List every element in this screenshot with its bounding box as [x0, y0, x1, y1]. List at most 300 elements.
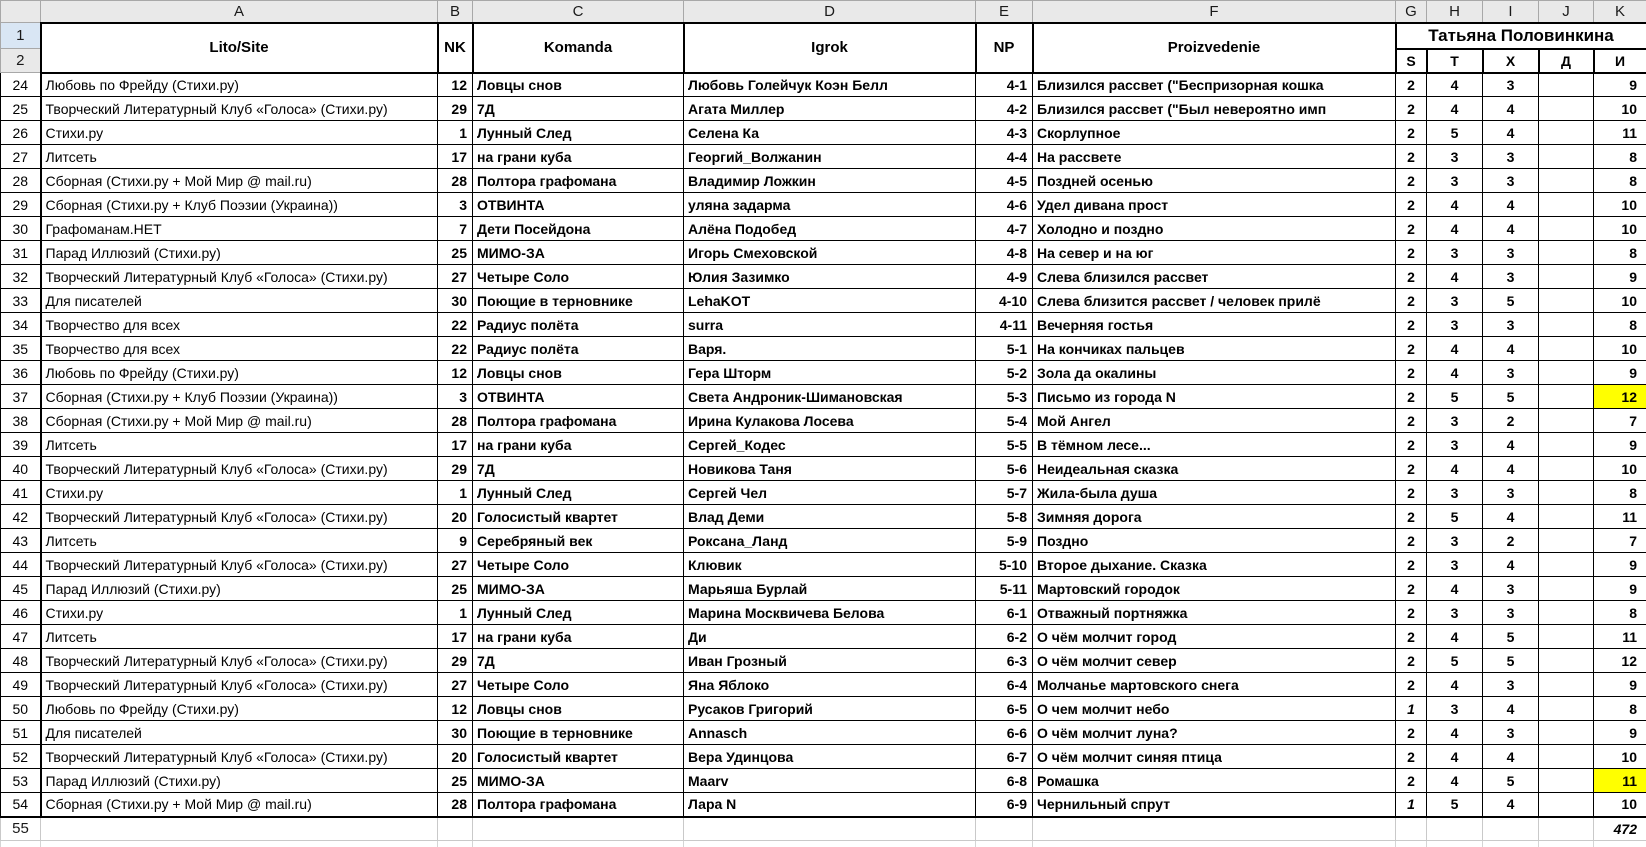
cell-lito-site[interactable]: Графоманам.НЕТ — [41, 217, 438, 241]
row-number[interactable]: 37 — [1, 385, 41, 409]
cell-score-s[interactable]: 2 — [1396, 121, 1427, 145]
cell-lito-site[interactable]: Творческий Литературный Клуб «Голоса» (Стихи.ру) — [41, 457, 438, 481]
cell-nk[interactable]: 20 — [438, 745, 473, 769]
cell-nk[interactable]: 3 — [438, 193, 473, 217]
cell-proizvedenie[interactable]: Поздней осенью — [1033, 169, 1396, 193]
cell-komanda[interactable]: Голосистый квартет — [473, 505, 684, 529]
cell-igrok[interactable]: Вера Удинцова — [684, 745, 976, 769]
cell-komanda[interactable]: 7Д — [473, 649, 684, 673]
cell-score-i[interactable]: 11 — [1594, 505, 1646, 529]
cell-score-s[interactable]: 2 — [1396, 265, 1427, 289]
cell-score-d[interactable] — [1539, 433, 1594, 457]
cell-komanda[interactable]: на грани куба — [473, 433, 684, 457]
cell-score-i[interactable]: 9 — [1594, 673, 1646, 697]
cell-np[interactable]: 4-3 — [976, 121, 1033, 145]
row-number[interactable]: 40 — [1, 457, 41, 481]
cell-proizvedenie[interactable]: Слева близится рассвет / человек прилё — [1033, 289, 1396, 313]
cell-score-d[interactable] — [1539, 241, 1594, 265]
cell-score-x[interactable]: 3 — [1483, 241, 1539, 265]
cell-score-i[interactable]: 7 — [1594, 409, 1646, 433]
cell-np[interactable]: 4-9 — [976, 265, 1033, 289]
cell-score-x[interactable]: 3 — [1483, 481, 1539, 505]
cell-score-d[interactable] — [1539, 745, 1594, 769]
cell-score-i[interactable]: 11 — [1594, 121, 1646, 145]
row-number[interactable]: 43 — [1, 529, 41, 553]
cell-nk[interactable]: 17 — [438, 145, 473, 169]
cell-np[interactable]: 4-5 — [976, 169, 1033, 193]
cell-score-d[interactable] — [1539, 361, 1594, 385]
cell-lito-site[interactable]: Творчество для всех — [41, 337, 438, 361]
cell-komanda[interactable]: Дети Посейдона — [473, 217, 684, 241]
cell-np[interactable]: 5-10 — [976, 553, 1033, 577]
row-number[interactable]: 46 — [1, 601, 41, 625]
cell-lito-site[interactable]: Стихи.ру — [41, 601, 438, 625]
cell-proizvedenie[interactable]: На север и на юг — [1033, 241, 1396, 265]
cell-score-s[interactable]: 2 — [1396, 73, 1427, 97]
cell-score-d[interactable] — [1539, 697, 1594, 721]
cell-score-s[interactable]: 2 — [1396, 145, 1427, 169]
cell-np[interactable]: 5-5 — [976, 433, 1033, 457]
cell-score-d[interactable] — [1539, 409, 1594, 433]
cell-proizvedenie[interactable]: Вечерняя гостья — [1033, 313, 1396, 337]
cell-nk[interactable]: 25 — [438, 577, 473, 601]
cell-lito-site[interactable]: Любовь по Фрейду (Стихи.ру) — [41, 697, 438, 721]
cell-komanda[interactable]: Радиус полёта — [473, 337, 684, 361]
cell-nk[interactable]: 28 — [438, 793, 473, 817]
cell-score-i[interactable]: 9 — [1594, 433, 1646, 457]
cell-score-i[interactable]: 10 — [1594, 457, 1646, 481]
cell-score-x[interactable]: 4 — [1483, 121, 1539, 145]
row-number[interactable]: 44 — [1, 553, 41, 577]
cell-score-d[interactable] — [1539, 553, 1594, 577]
cell-score-d[interactable] — [1539, 625, 1594, 649]
cell-lito-site[interactable]: Сборная (Стихи.ру + Клуб Поэзии (Украина)) — [41, 385, 438, 409]
cell-score-d[interactable] — [1539, 793, 1594, 817]
header-proizvedenie[interactable]: Proizvedenie — [1033, 23, 1396, 73]
column-header-e[interactable]: E — [976, 1, 1033, 23]
row-number[interactable]: 33 — [1, 289, 41, 313]
cell-nk[interactable]: 22 — [438, 313, 473, 337]
cell-igrok[interactable]: Роксана_Ланд — [684, 529, 976, 553]
cell-nk[interactable]: 29 — [438, 97, 473, 121]
cell-score-x[interactable]: 4 — [1483, 505, 1539, 529]
cell-empty[interactable] — [1539, 817, 1594, 841]
cell-score-x[interactable]: 4 — [1483, 697, 1539, 721]
cell-lito-site[interactable]: Стихи.ру — [41, 481, 438, 505]
cell-score-s[interactable]: 2 — [1396, 577, 1427, 601]
cell-lito-site[interactable]: Парад Иллюзий (Стихи.ру) — [41, 241, 438, 265]
cell-igrok[interactable]: Клювик — [684, 553, 976, 577]
cell-score-s[interactable]: 2 — [1396, 553, 1427, 577]
row-number[interactable]: 28 — [1, 169, 41, 193]
cell-empty[interactable] — [473, 817, 684, 841]
cell-score-d[interactable] — [1539, 289, 1594, 313]
row-number[interactable]: 24 — [1, 73, 41, 97]
cell-score-s[interactable]: 2 — [1396, 169, 1427, 193]
cell-komanda[interactable]: на грани куба — [473, 625, 684, 649]
cell-score-t[interactable]: 5 — [1427, 649, 1483, 673]
cell-igrok[interactable]: Лара N — [684, 793, 976, 817]
cell-score-t[interactable]: 5 — [1427, 793, 1483, 817]
cell-empty[interactable] — [438, 817, 473, 841]
column-header-h[interactable]: H — [1427, 1, 1483, 23]
cell-igrok[interactable]: surra — [684, 313, 976, 337]
cell-komanda[interactable]: Ловцы снов — [473, 697, 684, 721]
cell-igrok[interactable]: Агата Миллер — [684, 97, 976, 121]
cell-igrok[interactable]: Влад Деми — [684, 505, 976, 529]
cell-score-i[interactable]: 12 — [1594, 649, 1646, 673]
cell-score-s[interactable]: 2 — [1396, 385, 1427, 409]
cell-nk[interactable]: 17 — [438, 433, 473, 457]
cell-proizvedenie[interactable]: Чернильный спрут — [1033, 793, 1396, 817]
cell-nk[interactable]: 22 — [438, 337, 473, 361]
cell-score-t[interactable]: 4 — [1427, 721, 1483, 745]
cell-score-t[interactable]: 4 — [1427, 625, 1483, 649]
cell-score-d[interactable] — [1539, 337, 1594, 361]
cell-np[interactable]: 5-3 — [976, 385, 1033, 409]
cell-komanda[interactable]: Голосистый квартет — [473, 745, 684, 769]
cell-np[interactable]: 4-2 — [976, 97, 1033, 121]
cell-score-s[interactable]: 2 — [1396, 409, 1427, 433]
select-all-corner[interactable] — [1, 1, 41, 23]
cell-score-i[interactable]: 8 — [1594, 241, 1646, 265]
cell-komanda[interactable]: Полтора графомана — [473, 409, 684, 433]
column-header-b[interactable]: B — [438, 1, 473, 23]
cell-komanda[interactable]: Четыре Соло — [473, 553, 684, 577]
cell-np[interactable]: 6-3 — [976, 649, 1033, 673]
cell-lito-site[interactable]: Для писателей — [41, 289, 438, 313]
header-lito-site[interactable]: Lito/Site — [41, 23, 438, 73]
row-number[interactable]: 47 — [1, 625, 41, 649]
cell-score-s[interactable]: 2 — [1396, 601, 1427, 625]
cell-score-t[interactable]: 4 — [1427, 457, 1483, 481]
column-header-g[interactable]: G — [1396, 1, 1427, 23]
cell-score-i[interactable]: 11 — [1594, 625, 1646, 649]
cell-score-d[interactable] — [1539, 673, 1594, 697]
cell-score-d[interactable] — [1539, 145, 1594, 169]
cell-nk[interactable]: 17 — [438, 625, 473, 649]
column-header-k[interactable]: K — [1594, 1, 1646, 23]
cell-score-x[interactable]: 3 — [1483, 601, 1539, 625]
cell-score-x[interactable]: 3 — [1483, 265, 1539, 289]
row-number[interactable]: 50 — [1, 697, 41, 721]
cell-score-i[interactable]: 8 — [1594, 601, 1646, 625]
row-header-2[interactable]: 2 — [1, 49, 41, 73]
cell-nk[interactable]: 27 — [438, 553, 473, 577]
cell-np[interactable]: 4-10 — [976, 289, 1033, 313]
cell-nk[interactable]: 20 — [438, 505, 473, 529]
cell-np[interactable]: 6-5 — [976, 697, 1033, 721]
column-header-j[interactable]: J — [1539, 1, 1594, 23]
header-nk[interactable]: NK — [438, 23, 473, 73]
cell-empty[interactable] — [976, 817, 1033, 841]
row-number[interactable]: 52 — [1, 745, 41, 769]
cell-komanda[interactable]: 7Д — [473, 97, 684, 121]
cell-score-d[interactable] — [1539, 73, 1594, 97]
cell-proizvedenie[interactable]: Слева близился рассвет — [1033, 265, 1396, 289]
cell-score-s[interactable]: 2 — [1396, 217, 1427, 241]
row-header-1[interactable]: 1 — [1, 23, 41, 49]
cell-proizvedenie[interactable]: Удел дивана прост — [1033, 193, 1396, 217]
cell-score-i[interactable]: 9 — [1594, 265, 1646, 289]
cell-igrok[interactable]: Игорь Смеховской — [684, 241, 976, 265]
cell-score-i[interactable]: 10 — [1594, 337, 1646, 361]
cell-score-s[interactable]: 2 — [1396, 97, 1427, 121]
cell-score-x[interactable]: 2 — [1483, 409, 1539, 433]
cell-lito-site[interactable]: Парад Иллюзий (Стихи.ру) — [41, 769, 438, 793]
cell-nk[interactable]: 28 — [438, 169, 473, 193]
cell-score-x[interactable]: 5 — [1483, 649, 1539, 673]
cell-score-s[interactable]: 2 — [1396, 745, 1427, 769]
cell-score-i[interactable]: 9 — [1594, 361, 1646, 385]
cell-nk[interactable]: 12 — [438, 73, 473, 97]
cell-score-d[interactable] — [1539, 313, 1594, 337]
cell-nk[interactable]: 29 — [438, 649, 473, 673]
cell-lito-site[interactable]: Для писателей — [41, 721, 438, 745]
row-number[interactable]: 49 — [1, 673, 41, 697]
cell-igrok[interactable]: Иван Грозный — [684, 649, 976, 673]
cell-proizvedenie[interactable]: Близился рассвет ("Беспризорная кошка — [1033, 73, 1396, 97]
cell-nk[interactable]: 3 — [438, 385, 473, 409]
cell-score-d[interactable] — [1539, 529, 1594, 553]
cell-score-t[interactable]: 3 — [1427, 241, 1483, 265]
cell-score-s[interactable]: 2 — [1396, 289, 1427, 313]
cell-score-i[interactable]: 8 — [1594, 313, 1646, 337]
cell-komanda[interactable]: ОТВИНТА — [473, 193, 684, 217]
cell-score-t[interactable]: 4 — [1427, 361, 1483, 385]
cell-score-t[interactable]: 3 — [1427, 481, 1483, 505]
cell-igrok[interactable]: Яна Яблоко — [684, 673, 976, 697]
cell-proizvedenie[interactable]: Зимняя дорога — [1033, 505, 1396, 529]
cell-komanda[interactable]: Ловцы снов — [473, 361, 684, 385]
cell-score-x[interactable]: 5 — [1483, 385, 1539, 409]
cell-proizvedenie[interactable]: Поздно — [1033, 529, 1396, 553]
cell-nk[interactable]: 9 — [438, 529, 473, 553]
row-number[interactable]: 38 — [1, 409, 41, 433]
cell-score-d[interactable] — [1539, 601, 1594, 625]
cell-nk[interactable]: 25 — [438, 769, 473, 793]
cell-grand-total[interactable]: 472 — [1594, 817, 1646, 841]
cell-score-d[interactable] — [1539, 505, 1594, 529]
cell-nk[interactable]: 1 — [438, 121, 473, 145]
cell-score-d[interactable] — [1539, 769, 1594, 793]
cell-np[interactable]: 4-11 — [976, 313, 1033, 337]
cell-score-d[interactable] — [1539, 265, 1594, 289]
cell-score-s[interactable]: 2 — [1396, 241, 1427, 265]
cell-lito-site[interactable]: Любовь по Фрейду (Стихи.ру) — [41, 361, 438, 385]
cell-proizvedenie[interactable]: Мой Ангел — [1033, 409, 1396, 433]
cell-score-i[interactable]: 9 — [1594, 73, 1646, 97]
cell-komanda[interactable]: МИМО-ЗА — [473, 241, 684, 265]
cell-score-x[interactable]: 3 — [1483, 721, 1539, 745]
cell-score-s[interactable]: 2 — [1396, 481, 1427, 505]
cell-score-i[interactable]: 9 — [1594, 721, 1646, 745]
row-number[interactable]: 30 — [1, 217, 41, 241]
cell-score-t[interactable]: 4 — [1427, 577, 1483, 601]
cell-score-t[interactable]: 3 — [1427, 145, 1483, 169]
cell-score-d[interactable] — [1539, 169, 1594, 193]
row-number[interactable]: 32 — [1, 265, 41, 289]
cell-score-i[interactable]: 10 — [1594, 793, 1646, 817]
cell-nk[interactable]: 28 — [438, 409, 473, 433]
row-number[interactable]: 45 — [1, 577, 41, 601]
cell-score-s[interactable]: 2 — [1396, 505, 1427, 529]
cell-proizvedenie[interactable]: Неидеальная сказка — [1033, 457, 1396, 481]
cell-nk[interactable]: 30 — [438, 289, 473, 313]
cell-proizvedenie[interactable]: Скорлупное — [1033, 121, 1396, 145]
cell-proizvedenie[interactable]: Письмо из города N — [1033, 385, 1396, 409]
cell-score-x[interactable]: 2 — [1483, 529, 1539, 553]
cell-igrok[interactable]: Марьяша Бурлай — [684, 577, 976, 601]
column-header-i[interactable]: I — [1483, 1, 1539, 23]
cell-score-i[interactable]: 10 — [1594, 289, 1646, 313]
row-number[interactable]: 41 — [1, 481, 41, 505]
cell-empty[interactable] — [1427, 817, 1483, 841]
cell-score-x[interactable]: 5 — [1483, 289, 1539, 313]
cell-score-x[interactable]: 5 — [1483, 625, 1539, 649]
cell-igrok[interactable]: Марина Москвичева Белова — [684, 601, 976, 625]
cell-empty[interactable] — [1483, 817, 1539, 841]
cell-score-i[interactable]: 10 — [1594, 193, 1646, 217]
cell-score-i[interactable]: 8 — [1594, 697, 1646, 721]
row-number[interactable]: 26 — [1, 121, 41, 145]
cell-komanda[interactable]: Радиус полёта — [473, 313, 684, 337]
row-header-55[interactable]: 55 — [1, 817, 41, 841]
cell-lito-site[interactable]: Литсеть — [41, 145, 438, 169]
cell-empty[interactable] — [41, 817, 438, 841]
cell-proizvedenie[interactable]: На кончиках пальцев — [1033, 337, 1396, 361]
cell-score-d[interactable] — [1539, 385, 1594, 409]
cell-score-i[interactable]: 10 — [1594, 745, 1646, 769]
cell-igrok[interactable]: Алёна Подобед — [684, 217, 976, 241]
cell-score-t[interactable]: 3 — [1427, 169, 1483, 193]
cell-proizvedenie[interactable]: О чем молчит небо — [1033, 697, 1396, 721]
cell-komanda[interactable]: Полтора графомана — [473, 169, 684, 193]
cell-np[interactable]: 4-1 — [976, 73, 1033, 97]
cell-lito-site[interactable]: Сборная (Стихи.ру + Клуб Поэзии (Украина)) — [41, 193, 438, 217]
cell-score-d[interactable] — [1539, 481, 1594, 505]
cell-lito-site[interactable]: Творческий Литературный Клуб «Голоса» (Стихи.ру) — [41, 505, 438, 529]
row-header-partial[interactable] — [1, 841, 41, 847]
cell-lito-site[interactable]: Стихи.ру — [41, 121, 438, 145]
cell-np[interactable]: 4-6 — [976, 193, 1033, 217]
cell-igrok[interactable]: Сергей_Кодес — [684, 433, 976, 457]
cell-score-x[interactable]: 4 — [1483, 337, 1539, 361]
header-score-x[interactable]: X — [1483, 49, 1539, 73]
cell-igrok[interactable]: Света Андроник-Шимановская — [684, 385, 976, 409]
cell-score-s[interactable]: 1 — [1396, 697, 1427, 721]
cell-np[interactable]: 6-7 — [976, 745, 1033, 769]
cell-komanda[interactable]: Лунный След — [473, 481, 684, 505]
row-number[interactable]: 54 — [1, 793, 41, 817]
row-number[interactable]: 53 — [1, 769, 41, 793]
cell-score-i[interactable]: 10 — [1594, 217, 1646, 241]
cell-score-t[interactable]: 4 — [1427, 265, 1483, 289]
cell-komanda[interactable]: на грани куба — [473, 145, 684, 169]
cell-lito-site[interactable]: Творческий Литературный Клуб «Голоса» (Стихи.ру) — [41, 97, 438, 121]
cell-lito-site[interactable]: Сборная (Стихи.ру + Мой Мир @ mail.ru) — [41, 169, 438, 193]
cell-komanda[interactable]: Поющие в терновнике — [473, 721, 684, 745]
cell-score-x[interactable]: 3 — [1483, 577, 1539, 601]
cell-score-s[interactable]: 2 — [1396, 193, 1427, 217]
cell-igrok[interactable]: Ди — [684, 625, 976, 649]
cell-score-t[interactable]: 5 — [1427, 505, 1483, 529]
cell-score-x[interactable]: 3 — [1483, 169, 1539, 193]
header-np[interactable]: NP — [976, 23, 1033, 73]
cell-komanda[interactable]: Четыре Соло — [473, 673, 684, 697]
cell-score-t[interactable]: 3 — [1427, 697, 1483, 721]
cell-np[interactable]: 4-7 — [976, 217, 1033, 241]
cell-score-s[interactable]: 2 — [1396, 529, 1427, 553]
cell-score-s[interactable]: 2 — [1396, 337, 1427, 361]
cell-np[interactable]: 6-4 — [976, 673, 1033, 697]
cell-igrok[interactable]: Варя. — [684, 337, 976, 361]
cell-np[interactable]: 4-8 — [976, 241, 1033, 265]
cell-score-t[interactable]: 4 — [1427, 769, 1483, 793]
cell-lito-site[interactable]: Творческий Литературный Клуб «Голоса» (Стихи.ру) — [41, 649, 438, 673]
row-number[interactable]: 29 — [1, 193, 41, 217]
cell-score-t[interactable]: 4 — [1427, 97, 1483, 121]
cell-score-i[interactable]: 10 — [1594, 97, 1646, 121]
cell-nk[interactable]: 12 — [438, 697, 473, 721]
cell-score-s[interactable]: 2 — [1396, 313, 1427, 337]
cell-proizvedenie[interactable]: О чём молчит город — [1033, 625, 1396, 649]
cell-score-t[interactable]: 4 — [1427, 673, 1483, 697]
row-number[interactable]: 27 — [1, 145, 41, 169]
cell-score-s[interactable]: 2 — [1396, 625, 1427, 649]
cell-np[interactable]: 4-4 — [976, 145, 1033, 169]
header-score-i[interactable]: И — [1594, 49, 1646, 73]
cell-score-s[interactable]: 2 — [1396, 769, 1427, 793]
cell-komanda[interactable]: Ловцы снов — [473, 73, 684, 97]
cell-np[interactable]: 5-7 — [976, 481, 1033, 505]
cell-proizvedenie[interactable]: В тёмном лесе... — [1033, 433, 1396, 457]
cell-komanda[interactable]: Поющие в терновнике — [473, 289, 684, 313]
cell-igrok[interactable]: LehaKOT — [684, 289, 976, 313]
cell-empty[interactable] — [1539, 841, 1594, 847]
cell-score-d[interactable] — [1539, 121, 1594, 145]
cell-np[interactable]: 5-4 — [976, 409, 1033, 433]
row-number[interactable]: 31 — [1, 241, 41, 265]
cell-score-i[interactable]: 7 — [1594, 529, 1646, 553]
cell-nk[interactable]: 27 — [438, 673, 473, 697]
cell-igrok[interactable]: Селена Ка — [684, 121, 976, 145]
cell-igrok[interactable]: Любовь Голейчук Коэн Белл — [684, 73, 976, 97]
cell-score-t[interactable]: 4 — [1427, 73, 1483, 97]
header-score-d[interactable]: Д — [1539, 49, 1594, 73]
row-number[interactable]: 36 — [1, 361, 41, 385]
cell-komanda[interactable]: Серебряный век — [473, 529, 684, 553]
cell-empty[interactable] — [1396, 841, 1427, 847]
cell-lito-site[interactable]: Литсеть — [41, 529, 438, 553]
cell-score-x[interactable]: 4 — [1483, 217, 1539, 241]
column-header-c[interactable]: C — [473, 1, 684, 23]
cell-score-s[interactable]: 2 — [1396, 361, 1427, 385]
header-komanda[interactable]: Komanda — [473, 23, 684, 73]
row-number[interactable]: 35 — [1, 337, 41, 361]
column-header-f[interactable]: F — [1033, 1, 1396, 23]
column-header-d[interactable]: D — [684, 1, 976, 23]
cell-igrok[interactable]: Maarv — [684, 769, 976, 793]
cell-empty[interactable] — [41, 841, 438, 847]
cell-score-x[interactable]: 4 — [1483, 553, 1539, 577]
cell-score-s[interactable]: 2 — [1396, 649, 1427, 673]
cell-score-t[interactable]: 3 — [1427, 289, 1483, 313]
cell-np[interactable]: 6-9 — [976, 793, 1033, 817]
cell-igrok[interactable]: Сергей Чел — [684, 481, 976, 505]
cell-score-i[interactable]: 8 — [1594, 481, 1646, 505]
cell-np[interactable]: 5-9 — [976, 529, 1033, 553]
